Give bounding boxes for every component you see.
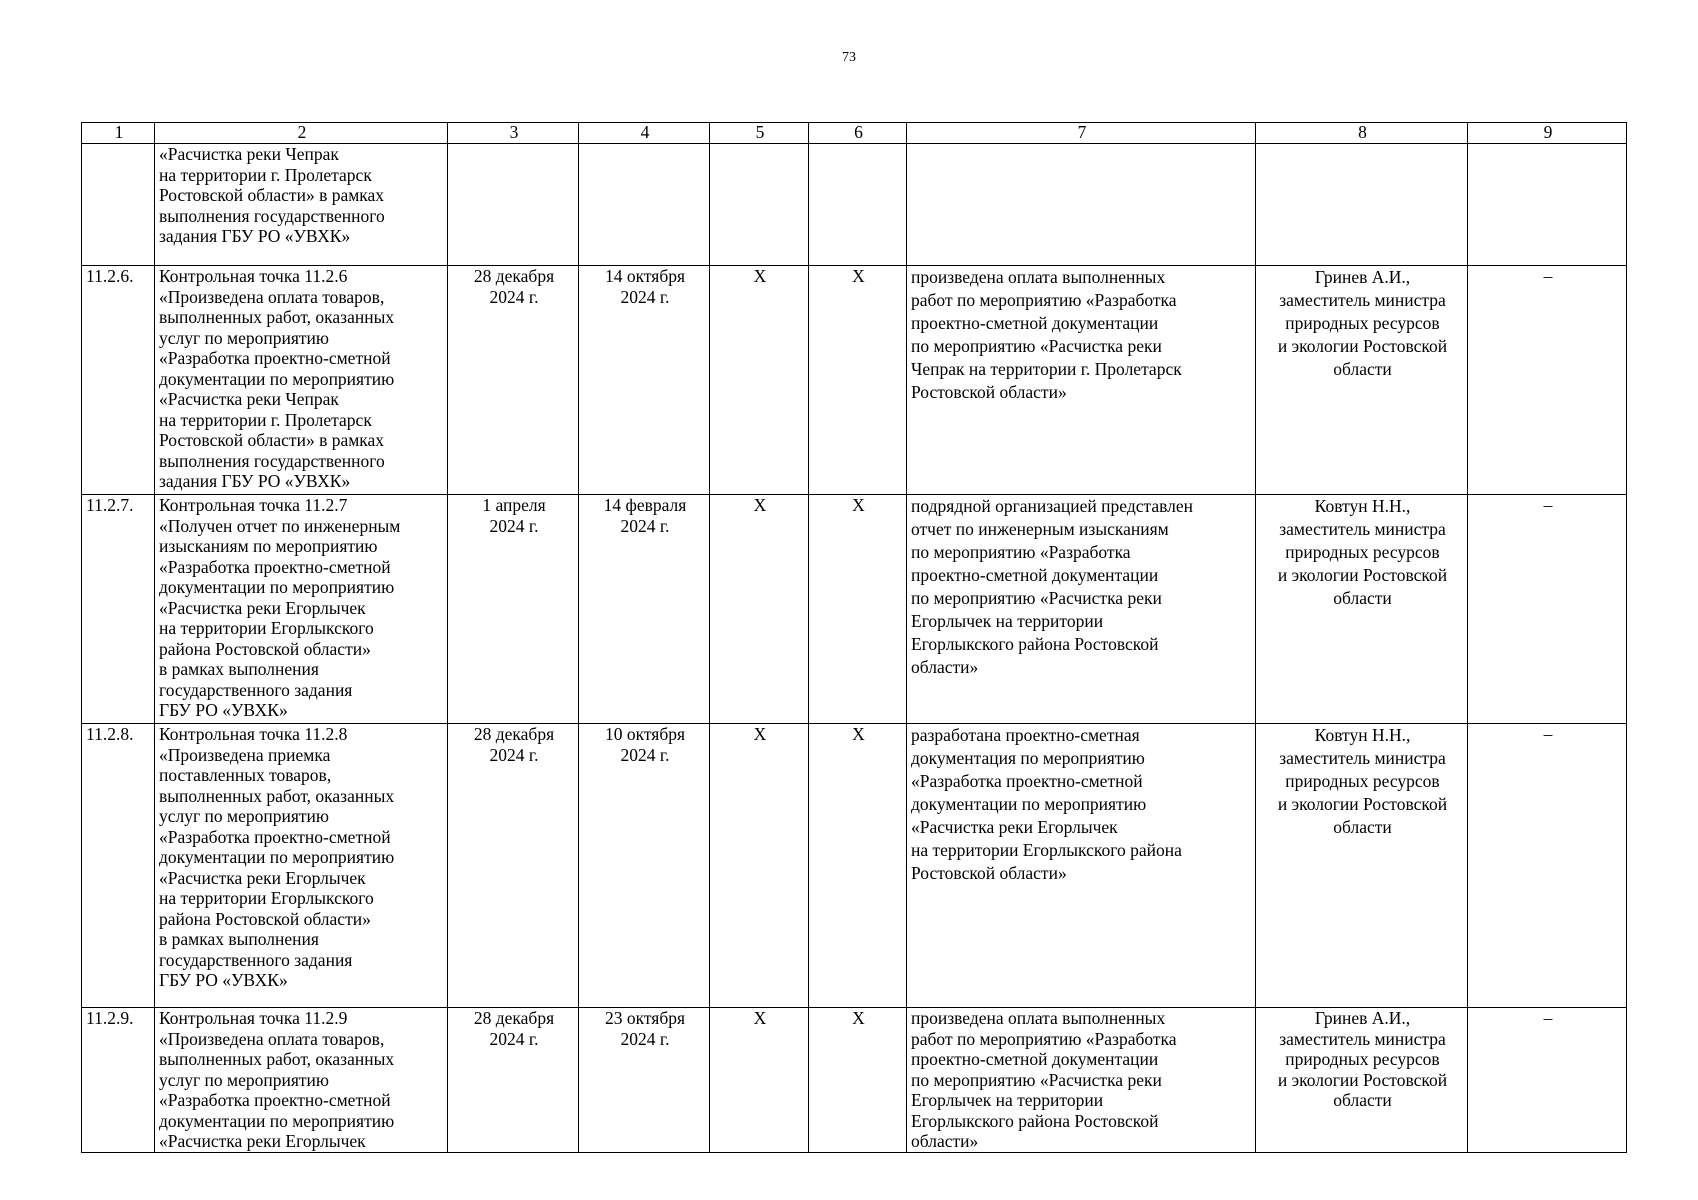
result-cell <box>907 144 1256 266</box>
column-5-cell: Х <box>710 266 809 495</box>
planned-date-cell: 1 апреля 2024 г. <box>448 495 579 724</box>
planned-date-cell: 28 декабря 2024 г. <box>448 724 579 1008</box>
result-cell: произведена оплата выполненных работ по мероприятию «Разработка проектно-сметной документации по мероприятию «Расчистка реки Чепрак на территории г. Пролетарск Ростовской области» <box>907 266 1256 495</box>
column-header: 6 <box>809 123 907 144</box>
column-header: 1 <box>82 123 155 144</box>
column-6-cell: Х <box>809 266 907 495</box>
table-row <box>82 1008 1627 1153</box>
row-number-cell <box>82 144 155 266</box>
responsible-cell: Гринев А.И., заместитель министра природных ресурсов и экологии Ростовской области <box>1256 266 1468 495</box>
control-points-table <box>81 122 1627 1153</box>
actual-date-cell: 14 октября 2024 г. <box>579 266 710 495</box>
column-6-cell: Х <box>809 724 907 1008</box>
row-number-cell: 11.2.9. <box>82 1008 155 1153</box>
control-point-name-cell: Контрольная точка 11.2.6 «Произведена оплата товаров, выполненных работ, оказанных услуг по мероприятию «Разработка проектно-сметной документации по мероприятию «Расчистка реки Чепрак на территории г. Пролетарск Ростовской области» в рамках выполнения государственного задания ГБУ РО «УВХК» <box>155 266 448 495</box>
column-header: 5 <box>710 123 809 144</box>
responsible-cell <box>1256 144 1468 266</box>
control-point-name-cell: Контрольная точка 11.2.8 «Произведена приемка поставленных товаров, выполненных работ, оказанных услуг по мероприятию «Разработка проектно-сметной документации по мероприятию «Расчистка реки Егорлычек на территории Егорлыкского района Ростовской области» в рамках выполнения государственного задания ГБУ РО «УВХК» <box>155 724 448 1008</box>
actual-date-cell: 10 октября 2024 г. <box>579 724 710 1008</box>
column-header: 3 <box>448 123 579 144</box>
column-6-cell <box>809 144 907 266</box>
responsible-cell: Гринев А.И., заместитель министра природных ресурсов и экологии Ростовской области <box>1256 1008 1468 1153</box>
responsible-cell: Ковтун Н.Н., заместитель министра природных ресурсов и экологии Ростовской области <box>1256 495 1468 724</box>
column-header: 7 <box>907 123 1256 144</box>
control-point-name-cell: «Расчистка реки Чепрак на территории г. Пролетарск Ростовской области» в рамках выполнения государственного задания ГБУ РО «УВХК» <box>155 144 448 266</box>
planned-date-cell: 28 декабря 2024 г. <box>448 266 579 495</box>
actual-date-cell: 14 февраля 2024 г. <box>579 495 710 724</box>
page-number: 73 <box>842 50 856 65</box>
table-row <box>82 495 1627 724</box>
table-row <box>82 144 1627 266</box>
planned-date-cell: 28 декабря 2024 г. <box>448 1008 579 1153</box>
actual-date-cell: 23 октября 2024 г. <box>579 1008 710 1153</box>
column-6-cell: Х <box>809 495 907 724</box>
column-5-cell: Х <box>710 495 809 724</box>
column-9-cell: – <box>1468 266 1627 495</box>
planned-date-cell <box>448 144 579 266</box>
column-header: 9 <box>1468 123 1627 144</box>
column-9-cell: – <box>1468 495 1627 724</box>
column-5-cell: Х <box>710 724 809 1008</box>
row-number-cell: 11.2.8. <box>82 724 155 1008</box>
control-point-name-cell: Контрольная точка 11.2.9 «Произведена оплата товаров, выполненных работ, оказанных услуг по мероприятию «Разработка проектно-сметной документации по мероприятию «Расчистка реки Егорлычек <box>155 1008 448 1153</box>
column-header: 8 <box>1256 123 1468 144</box>
table-row <box>82 266 1627 495</box>
result-cell: разработана проектно-сметная документация по мероприятию «Разработка проектно-сметной документации по мероприятию «Расчистка реки Егорлычек на территории Егорлыкского района Ростовской области» <box>907 724 1256 1008</box>
table-row <box>82 724 1627 1008</box>
row-number-cell: 11.2.7. <box>82 495 155 724</box>
column-9-cell <box>1468 144 1627 266</box>
column-5-cell: Х <box>710 1008 809 1153</box>
table-header-row <box>82 123 1627 144</box>
column-header: 4 <box>579 123 710 144</box>
column-9-cell: – <box>1468 1008 1627 1153</box>
column-5-cell <box>710 144 809 266</box>
column-header: 2 <box>155 123 448 144</box>
control-point-name-cell: Контрольная точка 11.2.7 «Получен отчет по инженерным изысканиям по мероприятию «Разработка проектно-сметной документации по мероприятию «Расчистка реки Егорлычек на территории Егорлыкского района Ростовской области» в рамках выполнения государственного задания ГБУ РО «УВХК» <box>155 495 448 724</box>
result-cell: подрядной организацией представлен отчет по инженерным изысканиям по мероприятию «Разработка проектно-сметной документации по мероприятию «Расчистка реки Егорлычек на территории Егорлыкского района Ростовской области» <box>907 495 1256 724</box>
column-9-cell: – <box>1468 724 1627 1008</box>
row-number-cell: 11.2.6. <box>82 266 155 495</box>
responsible-cell: Ковтун Н.Н., заместитель министра природных ресурсов и экологии Ростовской области <box>1256 724 1468 1008</box>
column-6-cell: Х <box>809 1008 907 1153</box>
actual-date-cell <box>579 144 710 266</box>
result-cell: произведена оплата выполненных работ по мероприятию «Разработка проектно-сметной документации по мероприятию «Расчистка реки Егорлычек на территории Егорлыкского района Ростовской области» <box>907 1008 1256 1153</box>
